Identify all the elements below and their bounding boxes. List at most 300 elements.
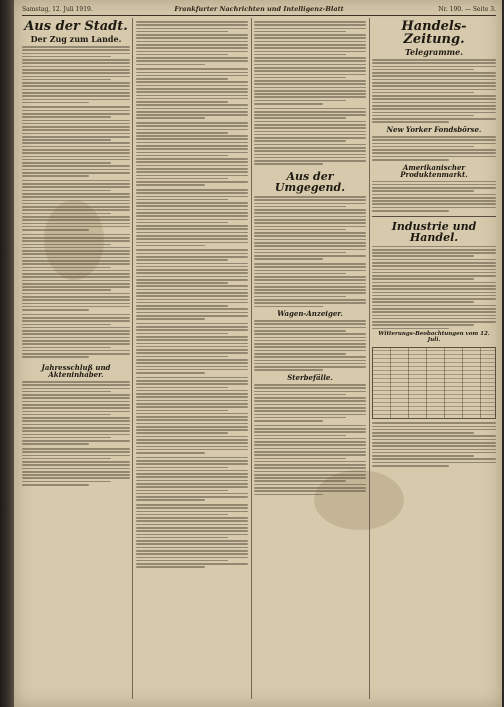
text-line <box>372 62 496 64</box>
text-line <box>22 250 130 252</box>
text-line <box>372 288 496 290</box>
text-line <box>254 425 366 427</box>
text-line <box>254 451 366 453</box>
text-line <box>22 270 130 272</box>
text-line <box>254 394 346 396</box>
text-line <box>372 452 496 454</box>
text-line <box>22 92 130 94</box>
text-line <box>372 72 496 74</box>
text-line <box>136 202 248 204</box>
text-line <box>22 139 111 141</box>
text-line <box>254 467 366 469</box>
text-line <box>254 70 366 72</box>
text-line <box>136 175 248 177</box>
text-line <box>136 305 228 307</box>
text-line <box>136 138 248 140</box>
text-line <box>22 56 111 58</box>
text-line <box>372 265 496 267</box>
text-line <box>136 387 228 389</box>
paragraph <box>22 448 130 486</box>
text-line <box>136 543 248 545</box>
text-line <box>372 190 474 192</box>
text-line <box>254 266 366 268</box>
text-line <box>22 240 130 242</box>
text-line <box>372 139 496 141</box>
text-line <box>254 350 366 352</box>
text-line <box>136 24 248 26</box>
text-line <box>136 104 248 106</box>
text-line <box>254 111 366 113</box>
text-line <box>254 37 366 39</box>
text-line <box>136 125 248 127</box>
column-rule <box>369 18 370 699</box>
text-line <box>136 85 248 87</box>
text-line <box>254 337 366 339</box>
text-line <box>136 148 248 150</box>
text-line <box>136 238 248 240</box>
text-line <box>136 54 228 56</box>
text-line <box>22 193 130 195</box>
text-line <box>22 320 130 322</box>
text-line <box>136 64 205 66</box>
text-line <box>136 467 228 469</box>
text-line <box>254 93 366 95</box>
text-line <box>372 66 496 68</box>
column-rule <box>251 18 252 699</box>
text-line <box>372 143 496 145</box>
text-line <box>254 57 366 59</box>
text-line <box>136 184 205 186</box>
text-line <box>254 196 366 198</box>
article-subtitle: Der Zug zum Lande. <box>30 34 122 44</box>
text-line <box>22 343 130 345</box>
text-line <box>254 444 366 446</box>
text-line <box>254 60 366 62</box>
text-line <box>136 432 228 434</box>
text-line <box>22 330 130 332</box>
text-line <box>372 278 474 280</box>
text-line <box>372 432 474 434</box>
article-body <box>254 384 366 495</box>
text-line <box>254 229 346 231</box>
text-line <box>254 302 366 304</box>
text-line <box>22 401 130 403</box>
text-line <box>22 169 130 171</box>
text-line <box>136 486 248 488</box>
text-line <box>136 31 228 33</box>
text-line <box>136 439 248 441</box>
text-line <box>136 117 205 119</box>
text-line <box>22 247 130 249</box>
text-line <box>136 34 248 36</box>
text-line <box>254 343 366 345</box>
paragraph <box>254 21 366 105</box>
text-line <box>372 181 496 183</box>
text-line <box>136 111 248 113</box>
text-line <box>136 493 248 495</box>
text-line <box>372 102 496 104</box>
text-line <box>136 78 228 80</box>
text-line <box>136 369 248 371</box>
text-line <box>22 213 111 215</box>
text-line <box>372 105 496 107</box>
text-line <box>22 356 89 358</box>
text-line <box>372 115 474 117</box>
text-line <box>372 252 496 254</box>
text-line <box>22 253 130 255</box>
article-title: New Yorker Fondsbörse. <box>386 124 482 134</box>
text-line <box>22 69 130 71</box>
text-line <box>372 152 496 154</box>
paragraph <box>136 504 248 568</box>
text-line <box>22 440 130 442</box>
text-line <box>254 96 366 98</box>
text-line <box>254 222 366 224</box>
text-line <box>136 449 248 451</box>
text-line <box>254 306 323 308</box>
text-line <box>254 245 366 247</box>
text-line <box>254 157 366 159</box>
column-rule <box>132 18 133 699</box>
text-line <box>254 384 366 386</box>
text-line <box>136 362 248 364</box>
text-line <box>372 89 496 91</box>
text-line <box>22 309 89 311</box>
text-line <box>372 292 496 294</box>
text-line <box>136 51 248 53</box>
text-line <box>254 356 366 358</box>
text-line <box>372 197 496 199</box>
text-line <box>254 366 366 368</box>
text-line <box>254 461 366 463</box>
text-line <box>22 186 130 188</box>
text-line <box>136 68 248 70</box>
text-line <box>136 192 248 194</box>
text-line <box>136 547 248 549</box>
text-line <box>136 326 248 328</box>
text-line <box>372 429 496 431</box>
text-line <box>136 359 248 361</box>
text-line <box>22 474 130 476</box>
text-line <box>254 320 366 322</box>
column-2 <box>136 18 248 699</box>
article-body <box>372 246 496 330</box>
text-line <box>136 511 248 513</box>
article-title: Jahresschluß und Akteninhaber. <box>41 363 111 379</box>
text-line <box>136 336 248 338</box>
text-line <box>136 318 205 320</box>
text-line <box>254 487 366 489</box>
text-line <box>136 57 248 59</box>
text-line <box>254 134 366 136</box>
text-line <box>136 249 248 251</box>
text-line <box>22 62 130 64</box>
text-line <box>136 282 228 284</box>
paragraph <box>136 377 248 454</box>
text-line <box>136 442 248 444</box>
text-line <box>254 494 323 496</box>
text-line <box>22 219 130 221</box>
paragraph <box>22 234 130 311</box>
text-line <box>136 480 248 482</box>
paragraph <box>22 46 130 103</box>
text-line <box>136 81 248 83</box>
text-line <box>22 333 130 335</box>
text-line <box>136 289 248 291</box>
text-line <box>136 416 248 418</box>
text-line <box>372 324 474 326</box>
text-line <box>254 490 366 492</box>
text-line <box>254 160 366 162</box>
text-line <box>136 527 248 529</box>
text-line <box>136 514 228 516</box>
text-line <box>136 553 248 555</box>
text-line <box>22 59 130 61</box>
text-line <box>136 28 248 30</box>
paragraph <box>372 59 496 123</box>
text-line <box>254 420 323 422</box>
text-line <box>372 318 496 320</box>
text-line <box>372 455 474 457</box>
text-line <box>22 391 111 393</box>
text-line <box>136 165 248 167</box>
article-body <box>372 422 496 466</box>
text-line <box>136 426 248 428</box>
text-line <box>22 464 130 466</box>
text-line <box>254 117 346 119</box>
text-line <box>254 263 366 265</box>
text-line <box>254 163 323 165</box>
text-line <box>136 560 228 562</box>
text-line <box>372 207 496 209</box>
text-line <box>372 435 496 437</box>
article-body <box>254 196 366 307</box>
text-line <box>22 206 130 208</box>
article-title: Amerikanischer Produktenmarkt. <box>400 162 468 179</box>
paragraph <box>136 457 248 501</box>
text-line <box>136 232 248 234</box>
text-line <box>136 396 248 398</box>
notice-title: Wagen-Anzeiger. <box>277 309 343 319</box>
text-line <box>136 142 248 144</box>
text-line <box>372 275 496 277</box>
text-line <box>136 161 248 163</box>
text-line <box>136 129 248 131</box>
header-masthead: Frankfurter Nachrichten und Intelligenz-Blatt <box>174 5 344 13</box>
text-line <box>254 124 366 126</box>
text-line <box>372 259 496 261</box>
text-line <box>136 235 248 237</box>
paragraph <box>254 320 366 371</box>
text-line <box>136 178 228 180</box>
text-line <box>22 209 130 211</box>
text-line <box>254 286 366 288</box>
text-line <box>254 480 346 482</box>
text-line <box>254 477 366 479</box>
text-line <box>136 95 248 97</box>
section-title: Aus der Umgegend. <box>274 170 346 194</box>
text-line <box>22 303 130 305</box>
paragraph <box>136 323 248 374</box>
text-line <box>136 181 248 183</box>
text-line <box>22 347 111 349</box>
text-line <box>136 215 248 217</box>
text-line <box>136 496 248 498</box>
text-line <box>22 237 130 239</box>
text-line <box>372 298 496 300</box>
text-line <box>254 147 366 149</box>
text-line <box>254 108 366 110</box>
text-line <box>254 103 323 105</box>
text-line <box>22 76 130 78</box>
paragraph <box>254 425 366 496</box>
text-line <box>22 102 89 104</box>
text-line <box>136 520 248 522</box>
text-line <box>22 471 130 473</box>
header-page-number: Nr. 190. — Seite 3. <box>438 6 496 13</box>
text-line <box>254 212 366 214</box>
text-line <box>136 132 228 134</box>
text-line <box>372 156 496 158</box>
text-line <box>136 199 228 201</box>
section-subtitle: Telegramme. <box>404 47 464 57</box>
text-line <box>372 272 496 274</box>
text-line <box>136 256 248 258</box>
text-line <box>136 410 228 412</box>
text-line <box>254 249 366 251</box>
text-line <box>136 403 248 405</box>
paragraph <box>254 384 366 422</box>
text-line <box>136 312 248 314</box>
text-line <box>254 471 366 473</box>
text-line <box>22 296 130 298</box>
text-line <box>136 446 248 448</box>
text-line <box>254 239 366 241</box>
text-line <box>372 311 496 313</box>
text-line <box>136 534 248 536</box>
text-line <box>254 330 346 332</box>
text-line <box>136 292 248 294</box>
text-line <box>136 517 248 519</box>
text-line <box>22 337 130 339</box>
text-line <box>372 203 496 205</box>
text-line <box>22 89 130 91</box>
text-line <box>22 172 130 174</box>
article-body <box>22 381 130 486</box>
text-line <box>254 219 366 221</box>
text-line <box>254 391 366 393</box>
text-line <box>254 327 366 329</box>
text-line <box>136 537 228 539</box>
text-line <box>22 384 130 386</box>
text-line <box>254 203 366 205</box>
text-line <box>254 340 366 342</box>
text-line <box>136 413 248 415</box>
text-line <box>136 189 248 191</box>
text-line <box>22 404 130 406</box>
text-line <box>254 387 366 389</box>
text-line <box>22 196 130 198</box>
text-line <box>22 451 130 453</box>
text-line <box>136 88 248 90</box>
text-line <box>254 209 366 211</box>
text-line <box>22 66 130 68</box>
paragraph <box>136 122 248 186</box>
text-line <box>254 289 366 291</box>
text-line <box>136 279 248 281</box>
text-line <box>22 126 130 128</box>
text-line <box>22 443 89 445</box>
text-line <box>254 54 346 56</box>
text-line <box>136 276 248 278</box>
text-line <box>22 234 130 236</box>
text-line <box>254 199 366 201</box>
text-line <box>22 414 111 416</box>
text-line <box>254 235 366 237</box>
text-line <box>22 477 130 479</box>
text-line <box>136 308 248 310</box>
text-line <box>22 388 130 390</box>
text-line <box>254 137 366 139</box>
text-line <box>372 194 496 196</box>
text-line <box>136 507 248 509</box>
text-line <box>254 283 366 285</box>
text-line <box>372 95 496 97</box>
text-line <box>136 530 248 532</box>
text-line <box>22 223 130 225</box>
text-line <box>136 540 248 542</box>
text-line <box>136 114 248 116</box>
text-line <box>254 67 366 69</box>
text-line <box>22 82 130 84</box>
text-line <box>254 258 323 260</box>
article-body <box>254 320 366 371</box>
text-line <box>136 101 228 103</box>
text-line <box>22 417 130 419</box>
text-line <box>136 302 248 304</box>
text-line <box>372 149 496 151</box>
text-line <box>254 414 366 416</box>
text-line <box>136 333 228 335</box>
text-line <box>136 452 205 454</box>
text-line <box>372 75 496 77</box>
text-line <box>22 327 130 329</box>
header-date: Samstag, 12. Juli 1919. <box>22 6 93 13</box>
text-line <box>372 301 474 303</box>
paragraph <box>136 249 248 320</box>
text-line <box>136 263 248 265</box>
text-line <box>136 205 248 207</box>
text-line <box>136 299 248 301</box>
text-line <box>22 129 130 131</box>
text-line <box>22 159 130 161</box>
text-line <box>22 136 130 138</box>
text-line <box>254 255 366 257</box>
text-line <box>22 110 130 112</box>
text-line <box>22 306 130 308</box>
text-line <box>136 504 248 506</box>
text-line <box>372 200 496 202</box>
text-line <box>254 131 366 133</box>
article-body <box>372 136 496 161</box>
text-line <box>22 458 111 460</box>
text-line <box>372 308 496 310</box>
text-line <box>22 95 130 97</box>
text-line <box>254 428 366 430</box>
text-line <box>254 144 366 146</box>
text-line <box>254 458 346 460</box>
text-line <box>254 232 366 234</box>
